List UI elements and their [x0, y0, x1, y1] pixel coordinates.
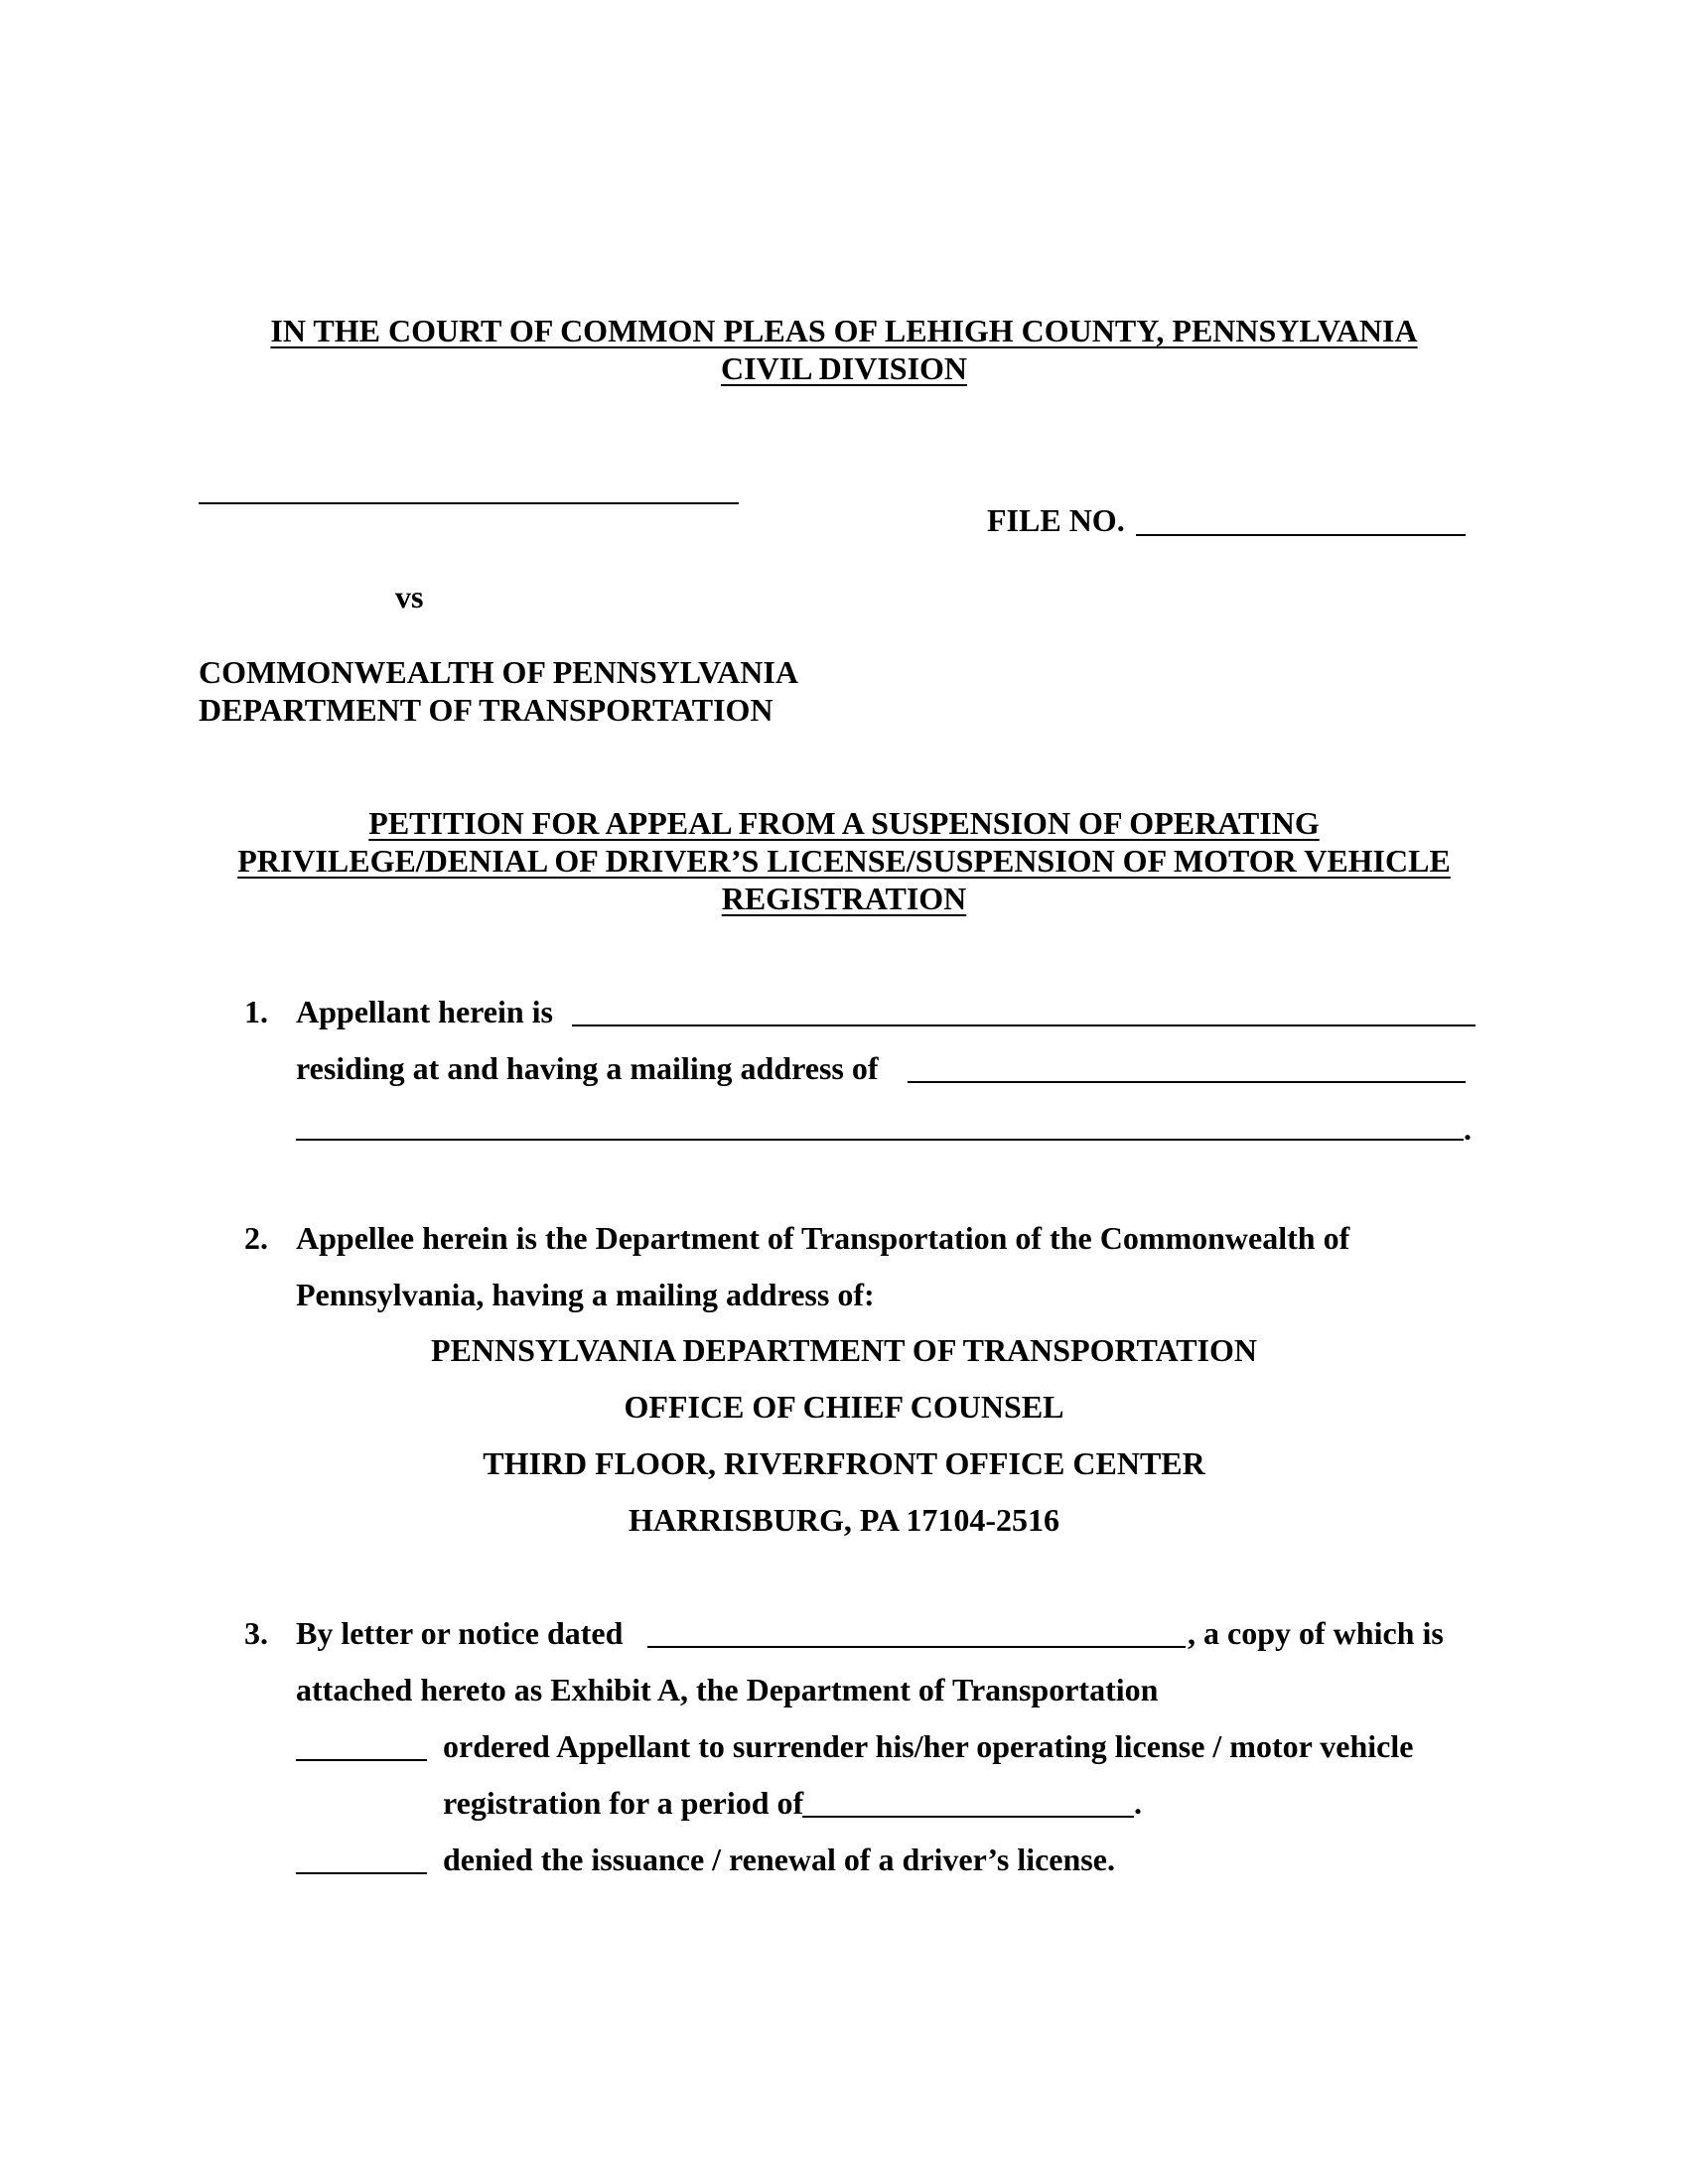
- option-suspension-check-blank[interactable]: [296, 1759, 427, 1761]
- vs-label: vs: [395, 579, 424, 614]
- mailing-address-field-2[interactable]: [296, 1139, 1464, 1141]
- paragraph-1-line-2: residing at and having a mailing address of: [296, 1050, 879, 1086]
- petition-title-line-3: REGISTRATION: [721, 881, 967, 916]
- petition-title-line-2: PRIVILEGE/DENIAL OF DRIVER’S LICENSE/SUSPENSION OF MOTOR VEHICLE: [237, 843, 1451, 879]
- appellant-name-field[interactable]: [572, 1024, 1476, 1026]
- appellee-address-line-3: THIRD FLOOR, RIVERFRONT OFFICE CENTER: [483, 1445, 1205, 1481]
- option-suspension-line-1: ordered Appellant to surrender his/her operating license / motor vehicle: [443, 1728, 1414, 1764]
- paragraph-2-line-1: Appellee herein is the Department of Transportation of the Commonwealth of: [296, 1220, 1350, 1256]
- option-denial-check-blank[interactable]: [296, 1872, 427, 1874]
- paragraph-3-line-2: attached hereto as Exhibit A, the Department of Transportation: [296, 1672, 1159, 1707]
- mailing-address-field-1[interactable]: [908, 1081, 1466, 1083]
- division-heading: CIVIL DIVISION: [720, 350, 968, 386]
- paragraph-3-line-1-start: By letter or notice dated: [296, 1615, 624, 1651]
- court-heading: IN THE COURT OF COMMON PLEAS OF LEHIGH COUNTY, PENNSYLVANIA: [270, 313, 1418, 348]
- option-suspension-end: .: [1134, 1785, 1142, 1821]
- notice-date-field[interactable]: [647, 1646, 1186, 1648]
- paragraph-1-end-period: .: [1464, 1111, 1472, 1147]
- option-denial-text: denied the issuance / renewal of a driver’s license.: [443, 1842, 1115, 1877]
- paragraph-1-number: 1.: [244, 994, 268, 1029]
- appellee-address-line-4: HARRISBURG, PA 17104-2516: [628, 1502, 1060, 1538]
- appellee-address-line-2: OFFICE OF CHIEF COUNSEL: [624, 1389, 1064, 1425]
- paragraph-1-line-1: Appellant herein is: [296, 994, 553, 1029]
- appellee-address-line-1: PENNSYLVANIA DEPARTMENT OF TRANSPORTATION: [431, 1332, 1257, 1368]
- respondent-line-1: COMMONWEALTH OF PENNSYLVANIA: [199, 654, 798, 690]
- paragraph-3-line-1-end: , a copy of which is: [1188, 1615, 1444, 1651]
- petition-title-line-1: PETITION FOR APPEAL FROM A SUSPENSION OF OPERATING: [368, 805, 1320, 841]
- suspension-period-field[interactable]: [802, 1816, 1134, 1818]
- file-no-blank[interactable]: [1136, 534, 1466, 536]
- file-no-label: FILE NO.: [987, 502, 1125, 538]
- option-suspension-line-2: registration for a period of: [443, 1785, 804, 1821]
- paragraph-3-number: 3.: [244, 1615, 268, 1651]
- paragraph-2-line-2: Pennsylvania, having a mailing address of:: [296, 1277, 875, 1312]
- respondent-line-2: DEPARTMENT OF TRANSPORTATION: [199, 692, 774, 728]
- paragraph-2-number: 2.: [244, 1220, 268, 1256]
- appellant-name-blank[interactable]: [199, 502, 739, 504]
